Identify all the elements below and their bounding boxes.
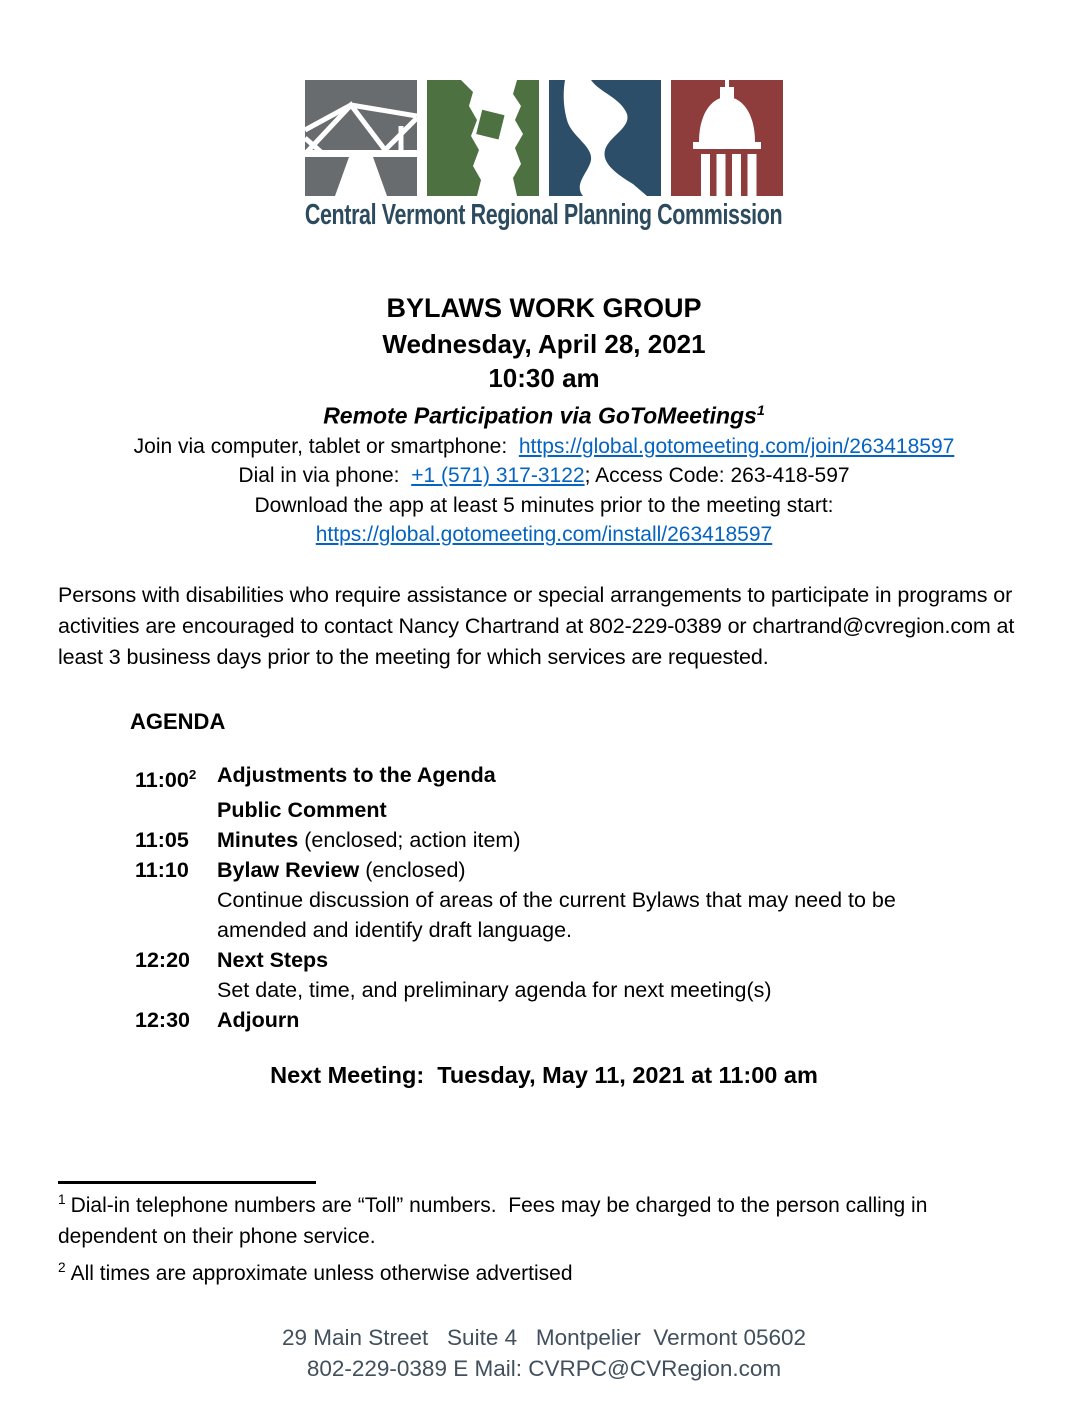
agenda-section bbox=[0, 709, 1088, 1035]
agenda-time: 11:10 bbox=[135, 857, 189, 882]
agenda-row bbox=[135, 885, 1088, 945]
bridge-icon bbox=[305, 80, 417, 196]
agenda-heading: AGENDA bbox=[130, 708, 226, 734]
agenda-item-detail: Continue discussion of areas of the current Bylaws that may need to be amended and identify draft language. bbox=[217, 887, 902, 942]
agenda-item: Adjustments to the Agenda bbox=[217, 762, 496, 787]
document-footer bbox=[0, 1322, 1088, 1384]
river-icon bbox=[549, 80, 661, 196]
agenda-item: Bylaw Review (enclosed) bbox=[217, 857, 466, 882]
agenda-list bbox=[135, 760, 1088, 1035]
agenda-item: Adjourn bbox=[217, 1007, 300, 1032]
meeting-date: Wednesday, April 28, 2021 bbox=[382, 329, 706, 359]
agenda-item: Next Steps bbox=[217, 947, 329, 972]
cvrpc-logo bbox=[0, 80, 1088, 232]
agenda-row bbox=[135, 795, 1088, 825]
agenda-time bbox=[135, 885, 217, 945]
agenda-time: 12:20 bbox=[135, 947, 190, 972]
agenda-row bbox=[135, 855, 1088, 885]
meeting-time: 10:30 am bbox=[488, 363, 600, 393]
install-line bbox=[0, 520, 1088, 550]
logo-tiles bbox=[305, 80, 783, 196]
join-computer-label: Join via computer, tablet or smartphone: bbox=[133, 434, 519, 458]
footer-contact: 802-229-0389 E Mail: CVRPC@CVRegion.com bbox=[306, 1356, 782, 1381]
next-meeting-note: Next Meeting: Tuesday, May 11, 2021 at 11:00 am bbox=[270, 1061, 818, 1088]
access-code: ; Access Code: 263-418-597 bbox=[584, 464, 850, 488]
agenda-time: $11:00^2$ bbox=[135, 766, 197, 792]
meeting-header bbox=[0, 290, 1088, 550]
footnote-1: $^1$ Dial-in telephone numbers are “Toll” numbers. Fees may be charged to the person calling in dependent on their phone service. bbox=[58, 1192, 934, 1248]
remote-participation-note: Remote Participation via GoToMeetings$^1$ bbox=[323, 402, 765, 429]
phone-link[interactable]: +1 (571) 317-3122 bbox=[411, 464, 585, 488]
join-computer-line bbox=[0, 432, 1088, 462]
agenda-row bbox=[135, 945, 1088, 975]
download-app-note: Download the app at least 5 minutes prior to the meeting start: bbox=[254, 493, 834, 517]
capitol-dome-icon bbox=[671, 80, 783, 196]
footnote-2: $^2$ All times are approximate unless otherwise advertised bbox=[58, 1260, 573, 1285]
agenda-time: 12:30 bbox=[135, 1007, 190, 1032]
agenda-item: Public Comment bbox=[217, 797, 387, 822]
accessibility-notice: Persons with disabilities who require assistance or special arrangements to participate in programs or activities are encouraged to contact Nancy Chartrand at 802-229-0389 or chartrand@cvregion.com at least 3 business days prior to the meeting for which services are requested. bbox=[58, 582, 1021, 669]
agenda-row bbox=[135, 760, 1088, 795]
join-meeting-link[interactable]: https://global.gotomeeting.com/join/263418597 bbox=[518, 434, 955, 458]
agenda-item-detail: Set date, time, and preliminary agenda for next meeting(s) bbox=[217, 977, 772, 1002]
footnotes-section bbox=[58, 1181, 1030, 1289]
agenda-row bbox=[135, 825, 1088, 855]
vermont-map-icon bbox=[427, 80, 539, 196]
install-link[interactable]: https://global.gotomeeting.com/install/263418597 bbox=[315, 523, 773, 547]
footnote-ref-2: 2 bbox=[188, 766, 197, 782]
meeting-title: BYLAWS WORK GROUP bbox=[386, 293, 702, 323]
agenda-time: 11:05 bbox=[135, 827, 189, 852]
agenda-item: Minutes (enclosed; action item) bbox=[217, 827, 521, 852]
agenda-time bbox=[135, 795, 217, 825]
footnote-ref-1: 1 bbox=[756, 403, 765, 419]
agenda-time bbox=[135, 975, 217, 1005]
agenda-row bbox=[135, 1005, 1088, 1035]
join-phone-label: Dial in via phone: bbox=[238, 464, 412, 488]
agenda-row bbox=[135, 975, 1088, 1005]
logo-wordmark: Central Vermont Regional Planning Commission bbox=[305, 199, 783, 231]
footer-address: 29 Main Street Suite 4 Montpelier Vermont 05602 bbox=[281, 1325, 807, 1350]
join-phone-line bbox=[0, 461, 1088, 491]
